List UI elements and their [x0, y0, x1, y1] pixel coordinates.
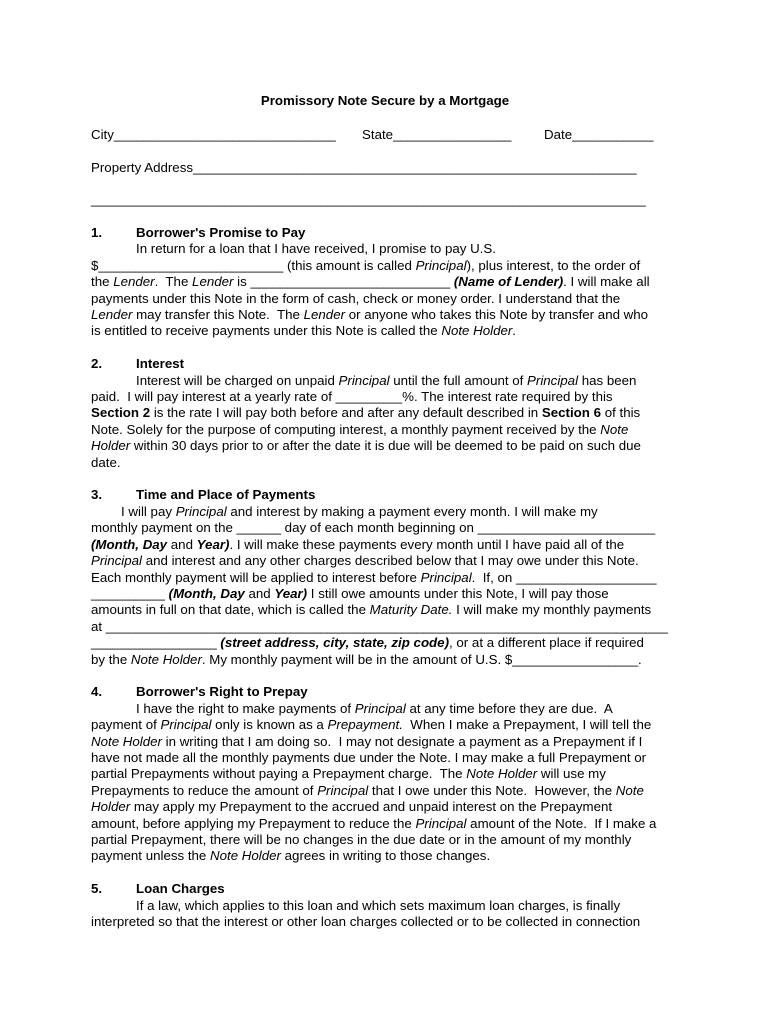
- section-number: 5.: [91, 881, 103, 897]
- text-line: is entitled to receive payments under this Note is called the Note Holder.: [91, 323, 516, 339]
- section-number: 3.: [91, 487, 103, 503]
- section-title: Loan Charges: [136, 881, 225, 897]
- section-title: Borrower's Promise to Pay: [136, 225, 306, 240]
- text-line: Lender may transfer this Note. The Lender or anyone who takes this Note by transfer and who: [91, 307, 649, 323]
- property-address-field: [91, 160, 637, 176]
- text-line: by the Note Holder. My monthly payment will be in the amount of U.S. $_________________.: [91, 651, 642, 667]
- text-line: partial Prepayment, there will be no changes in the due date or in the amount of my monthly: [91, 831, 632, 847]
- text-line: have not made all the monthly payments due under the Note. I may make a full Prepayment or: [91, 749, 647, 765]
- date-field: [544, 127, 653, 143]
- text-line: monthly payment on the ______ day of each month beginning on ________________________: [91, 520, 656, 536]
- text-line: _________________ (street address, city, state, zip code), or at a different place if required: [91, 635, 644, 651]
- text-line: interpreted so that the interest or other loan charges collected or to be collected in connection: [91, 914, 641, 929]
- date-label: Date: [544, 127, 573, 142]
- property-address-continuation: ___________________________________________________________________________: [91, 192, 646, 207]
- text-line: Note Holder in writing that I am doing so. I may not designate a payment as a Prepayment if I: [91, 733, 643, 749]
- section-heading: [91, 881, 683, 897]
- state-field: [362, 127, 511, 143]
- section-1: [91, 225, 683, 340]
- date-blank: ___________: [572, 127, 654, 142]
- section-body: [91, 504, 683, 668]
- city-blank: ______________________________: [113, 127, 336, 142]
- section-5: [91, 881, 683, 930]
- section-body: [91, 701, 683, 865]
- section-2: [91, 356, 683, 471]
- section-body: [91, 898, 683, 931]
- state-blank: ________________: [393, 127, 512, 142]
- section-body: [91, 373, 683, 471]
- text-line: If a law, which applies to this loan and which sets maximum loan charges, is finally: [136, 897, 621, 913]
- section-3: [91, 487, 683, 667]
- property-address-blank: ____________________________________________________________: [193, 160, 637, 175]
- text-line: the Lender. The Lender is ___________________________ (Name of Lender). I will make all: [91, 274, 650, 290]
- text-line: Each monthly payment will be applied to interest before Principal. If, on ___________________: [91, 569, 657, 585]
- section-title: Interest: [136, 356, 185, 372]
- text-line: payment of Principal only is known as a Prepayment. When I make a Prepayment, I will tell the: [91, 717, 652, 733]
- section-heading: [91, 684, 683, 700]
- text-line: date.: [91, 454, 121, 470]
- text-line: Interest will be charged on unpaid Principal until the full amount of Principal has been: [136, 372, 637, 388]
- text-line: payments under this Note in the form of cash, check or money order. I understand that the: [91, 290, 621, 306]
- text-line: In return for a loan that I have received, I promise to pay U.S.: [136, 241, 496, 257]
- section-4: [91, 684, 683, 864]
- text-line: payment unless the Note Holder agrees in writing to those changes.: [91, 848, 491, 864]
- text-line: Principal and interest and any other charges described below that I may owe under this Note.: [91, 553, 639, 569]
- section-title: Time and Place of Payments: [136, 487, 316, 503]
- section-body: [91, 241, 683, 339]
- state-label: State: [362, 127, 394, 142]
- section-heading: [91, 356, 683, 372]
- text-line: amounts in full on that date, which is called the Maturity Date. I will make my monthly payments: [91, 602, 652, 618]
- sections: [91, 225, 683, 947]
- section-title: Borrower's Right to Prepay: [136, 684, 308, 700]
- section-number: 1.: [91, 225, 103, 240]
- section-heading: [91, 487, 683, 503]
- city-label: City: [91, 127, 114, 142]
- text-line: Note. Solely for the purpose of computing interest, a monthly payment received by the Note: [91, 421, 629, 437]
- section-number: 2.: [91, 356, 103, 372]
- text-line: partial Prepayments without paying a Prepayment charge. The Note Holder will use my: [91, 766, 606, 782]
- text-line: at ____________________________________________________________________________: [91, 618, 668, 634]
- city-field: [91, 127, 336, 143]
- text-line: (Month, Day and Year). I will make these payments every month until I have paid all of the: [91, 536, 625, 552]
- text-line: amount, before applying my Prepayment to reduce the Principal amount of the Note. If I make a: [91, 815, 657, 831]
- property-address-label: Property Address: [91, 160, 193, 175]
- section-heading: [91, 225, 683, 241]
- text-line: paid. I will pay interest at a yearly rate of _________%. The interest rate required by this: [91, 389, 613, 405]
- text-line: __________ (Month, Day and Year) I still owe amounts under this Note, I will pay those: [91, 585, 609, 601]
- text-line: I will pay Principal and interest by making a payment every month. I will make my: [121, 503, 598, 519]
- section-number: 4.: [91, 684, 103, 700]
- text-line: Prepayments to reduce the amount of Principal that I owe under this Note. However, the Note: [91, 782, 644, 798]
- document-title: Promissory Note Secure by a Mortgage: [260, 93, 510, 108]
- text-line: $_________________________ (this amount is called Principal), plus interest, to the order of: [91, 257, 641, 273]
- text-line: Holder may apply my Prepayment to the accrued and unpaid interest on the Prepayment: [91, 799, 613, 815]
- text-line: Holder within 30 days prior to or after the date it is due will be deemed to be paid on such due: [91, 438, 641, 454]
- text-line: Section 2 is the rate I will pay both before and after any default described in Section 6 of this: [91, 405, 641, 421]
- text-line: I have the right to make payments of Principal at any time before they are due. A: [136, 700, 613, 716]
